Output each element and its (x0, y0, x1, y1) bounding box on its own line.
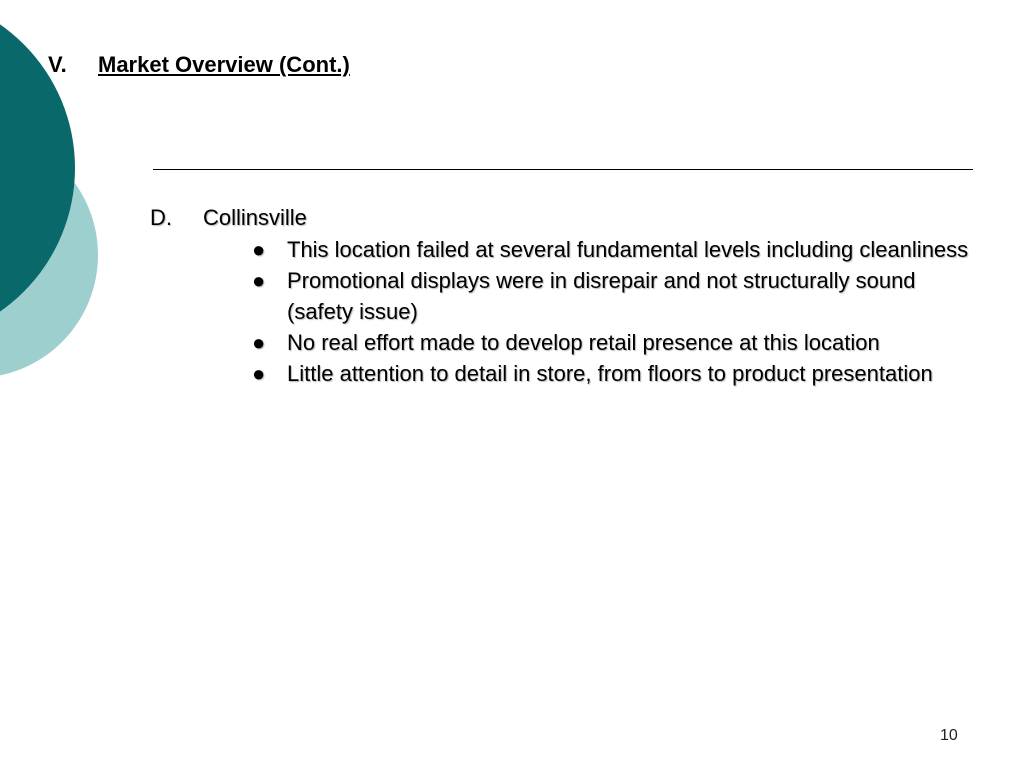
section-title: Market Overview (Cont.) (98, 52, 350, 77)
bullet-text: This location failed at several fundamental levels including cleanliness (287, 237, 969, 262)
bullet-item (252, 265, 972, 327)
bullet-text: Little attention to detail in store, from floors to product presentation (287, 361, 933, 386)
subsection-title: Collinsville (203, 205, 307, 230)
bullet-text: Promotional displays were in disrepair and not structurally sound (safety issue) (287, 268, 916, 324)
bullet-text: No real effort made to develop retail presence at this location (287, 330, 880, 355)
bullet-dot-icon: ● (252, 268, 266, 293)
subsection-letter: D. (150, 205, 172, 230)
bullet-item (252, 358, 972, 389)
subsection-heading (150, 205, 307, 231)
section-heading (48, 52, 350, 78)
bullet-item (252, 234, 972, 265)
bullet-dot-icon: ● (252, 237, 266, 262)
bullet-item (252, 327, 972, 358)
horizontal-divider (153, 169, 973, 170)
section-number: V. (48, 52, 67, 77)
bullet-dot-icon: ● (252, 330, 266, 355)
bullet-dot-icon: ● (252, 361, 266, 386)
page-number: 10 (940, 727, 958, 744)
bullet-list (252, 234, 972, 389)
